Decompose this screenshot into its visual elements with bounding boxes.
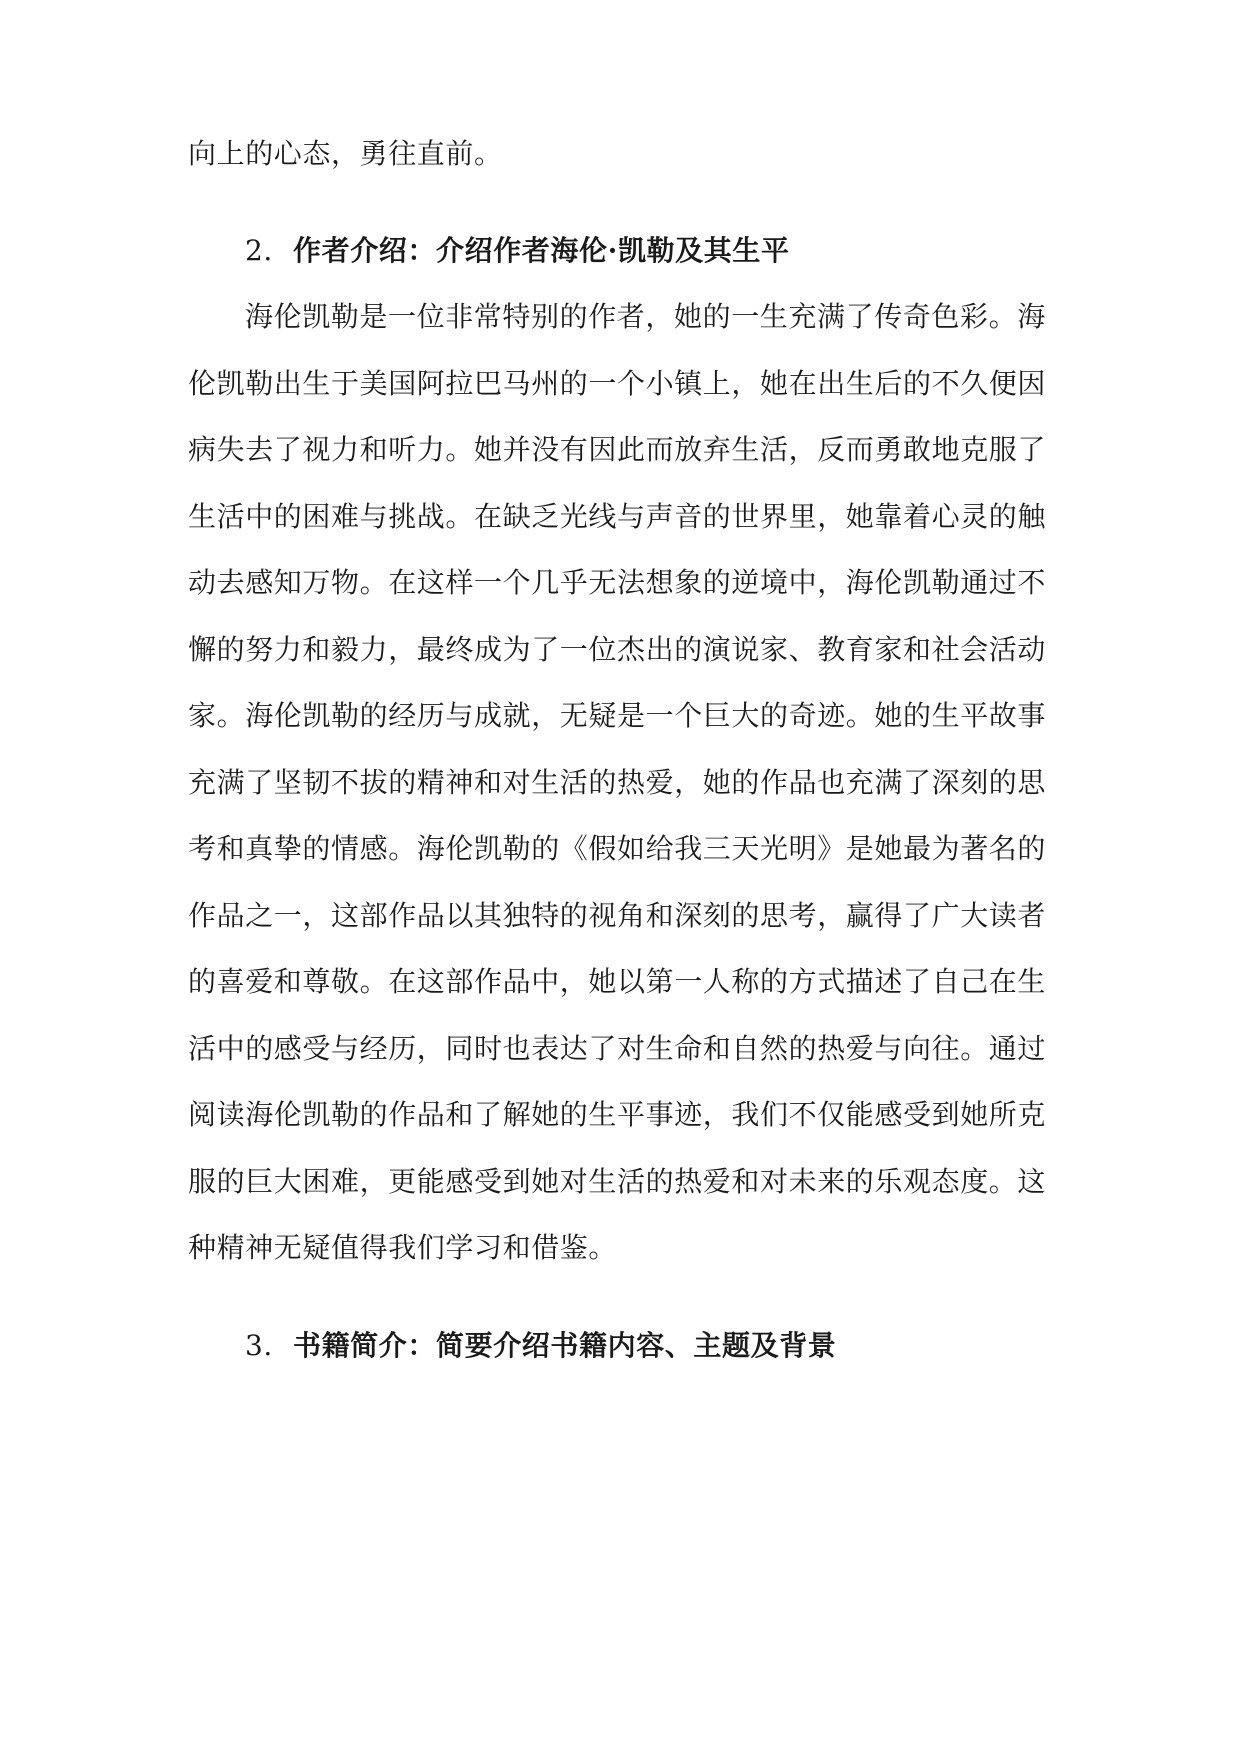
paragraph-line: 病失去了视力和听力。她并没有因此而放弃生活，反而勇敢地克服了 [188,433,1047,466]
paragraph-line: 充满了坚韧不拔的精神和对生活的热爱，她的作品也充满了深刻的思 [188,766,1047,799]
paragraph-line: 考和真挚的情感。海伦凯勒的《假如给我三天光明》是她最为著名的 [188,832,1047,865]
paragraph-line: 阅读海伦凯勒的作品和了解她的生平事迹，我们不仅能感受到她所克 [188,1098,1047,1131]
paragraph-line: 动去感知万物。在这样一个几乎无法想象的逆境中，海伦凯勒通过不 [188,566,1047,599]
paragraph-line: 海伦凯勒是一位非常特别的作者，她的一生充满了传奇色彩。海 [245,300,1046,333]
section-title: 书籍简介：简要介绍书籍内容、主题及背景 [293,1329,837,1362]
paragraph-line: 种精神无疑值得我们学习和借鉴。 [188,1231,618,1264]
paragraph-line: 家。海伦凯勒的经历与成就，无疑是一个巨大的奇迹。她的生平故事 [188,699,1047,732]
paragraph-line: 的喜爱和尊敬。在这部作品中，她以第一人称的方式描述了自己在生 [188,965,1047,998]
section-title: 作者介绍：介绍作者海伦·凯勒及其生平 [293,234,790,267]
section-number: 2. [245,234,273,267]
paragraph-line: 生活中的困难与挑战。在缺乏光线与声音的世界里，她靠着心灵的触 [188,500,1047,533]
section-heading-3 [245,1326,836,1366]
paragraph-line: 伦凯勒出生于美国阿拉巴马州的一个小镇上，她在出生后的不久便因 [188,367,1047,400]
paragraph-line: 服的巨大困难，更能感受到她对生活的热爱和对未来的乐观态度。这 [188,1165,1047,1198]
paragraph-line: 懈的努力和毅力，最终成为了一位杰出的演说家、教育家和社会活动 [188,633,1047,666]
paragraph-line: 活中的感受与经历，同时也表达了对生命和自然的热爱与向往。通过 [188,1032,1047,1065]
paragraph-line: 向上的心态，勇往直前。 [188,137,503,170]
paragraph-line: 作品之一，这部作品以其独特的视角和深刻的思考，赢得了广大读者 [188,899,1047,932]
section-heading-2 [245,231,790,271]
section-number: 3. [245,1329,273,1362]
